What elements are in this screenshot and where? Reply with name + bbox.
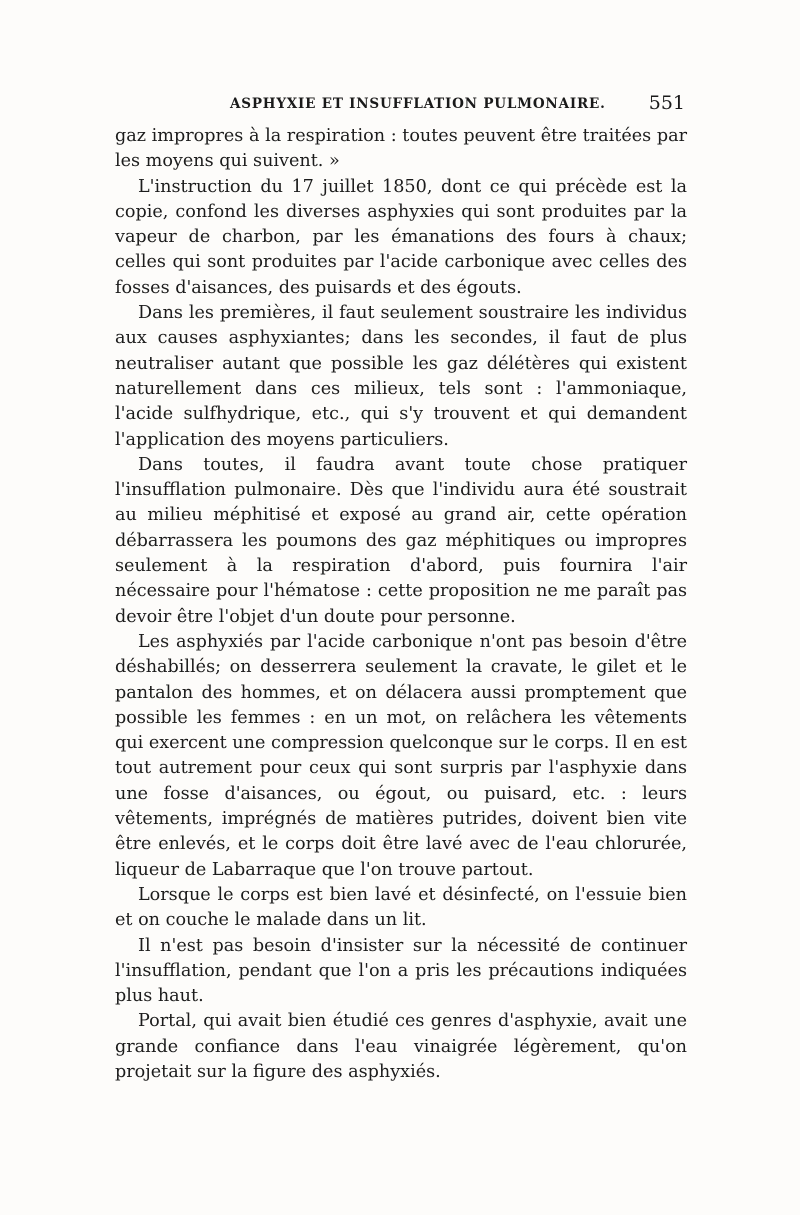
paragraph-6: Lorsque le corps est bien lavé et désinfecté, on l'essuie bien et on couche le malade dans un lit. bbox=[115, 884, 687, 931]
body-text bbox=[115, 124, 687, 1085]
paragraph-2: L'instruction du 17 juillet 1850, dont ce qui précède est la copie, confond les diverses asphyxies qui sont produites par la vapeur de charbon, par les émanations des fours à chaux; celles qui sont produites par l'acide carbonique avec celles des fosses d'aisances, des puisards et des égouts. bbox=[115, 176, 687, 298]
running-title: ASPHYXIE ET INSUFFLATION PULMONAIRE. bbox=[230, 96, 606, 112]
paragraph-7: Il n'est pas besoin d'insister sur la nécessité de continuer l'insufflation, pendant que l'on a pris les précautions indiquées plus haut. bbox=[115, 935, 687, 1007]
page-number: 551 bbox=[648, 92, 685, 114]
paragraph-1: gaz impropres à la respiration : toutes peuvent être traitées par les moyens qui suivent. » bbox=[115, 126, 687, 172]
paragraph-4: Dans toutes, il faudra avant toute chose pratiquer l'insufflation pulmonaire. Dès que l'individu aura été soustrait au milieu méphitisé et exposé au grand air, cette opération débarrassera les poumons des gaz méphitiques ou impropres seulement à la respiration d'abord, puis fournira l'air nécessaire pour l'hématose : cette proposition ne me paraît pas devoir être l'objet d'un doute pour personne. bbox=[115, 454, 687, 627]
paragraph-5: Les asphyxiés par l'acide carbonique n'ont pas besoin d'être déshabillés; on desserrera seulement la cravate, le gilet et le pantalon des hommes, et on délacera aussi promptement que possible les femmes : en un mot, on relâchera les vêtements qui exercent une compression quelconque sur le corps. Il en est tout autrement pour ceux qui sont surpris par l'asphyxie dans une fosse d'aisances, ou égout, ou puisard, etc. : leurs vêtements, imprégnés de matières putrides, doivent bien vite être enlevés, et le corps doit être lavé avec de l'eau chlorurée, liqueur de Labarraque que l'on trouve partout. bbox=[115, 631, 687, 880]
paragraph-3: Dans les premières, il faut seulement soustraire les individus aux causes asphyxiantes; dans les secondes, il faut de plus neutraliser autant que possible les gaz délétères qui existent naturellement dans ces milieux, tels sont : l'ammoniaque, l'acide sulfhydrique, etc., qui s'y trouvent et qui demandent l'application des moyens particuliers. bbox=[115, 303, 687, 450]
paragraph-8: Portal, qui avait bien étudié ces genres d'asphyxie, avait une grande confiance dans l'eau vinaigrée légèrement, qu'on projetait sur la figure des asphyxiés. bbox=[115, 1011, 687, 1082]
page-header bbox=[117, 92, 687, 122]
